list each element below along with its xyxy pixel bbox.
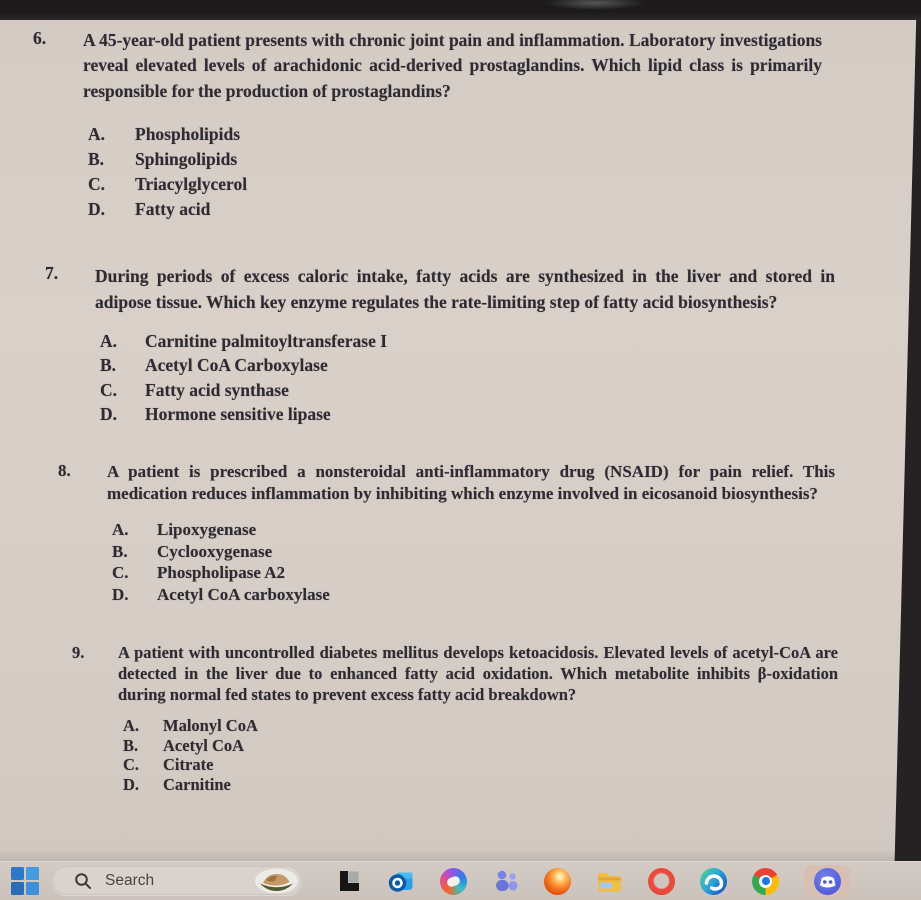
options-list <box>83 122 822 222</box>
taskbar-pinned-apps <box>336 862 850 900</box>
option-letter: A. <box>88 123 106 144</box>
option-row <box>88 197 822 222</box>
screen-glare <box>545 0 645 10</box>
question-number: 8. <box>58 460 71 480</box>
taskbar-search-box[interactable] <box>52 866 302 895</box>
option-text: Fatty acid <box>135 198 211 219</box>
option-row <box>100 378 835 403</box>
option-letter: B. <box>100 355 117 376</box>
option-text: Acetyl CoA Carboxylase <box>145 355 328 376</box>
option-row <box>112 584 835 606</box>
option-letter: A. <box>112 519 129 539</box>
option-row <box>123 755 838 775</box>
option-text: Phospholipase A2 <box>157 563 286 583</box>
option-text: Carnitine palmitoyltransferase I <box>145 330 388 351</box>
question-text: A patient with uncontrolled diabetes mellitus develops ketoacidosis. Elevated levels of acetyl-CoA are detected in the liver due to enhanced fatty acid oxidation. Which metabolite inhibits β-oxidation during normal fed states to prevent excess fatty acid breakdown? <box>118 643 838 704</box>
options-list <box>107 519 835 606</box>
option-letter: C. <box>123 755 140 775</box>
outlook-icon[interactable] <box>388 868 415 895</box>
option-text: Phospholipids <box>135 123 241 144</box>
option-text: Hormone sensitive lipase <box>145 404 331 425</box>
option-text: Citrate <box>163 755 214 775</box>
option-row <box>100 402 835 427</box>
active-app-highlight <box>804 865 850 898</box>
document-page <box>0 20 921 862</box>
option-row <box>123 716 838 736</box>
search-icon <box>74 872 92 890</box>
option-text: Lipoxygenase <box>157 519 257 539</box>
question-block-6 <box>33 20 921 222</box>
screen-top-bezel <box>0 0 921 20</box>
firefox-icon[interactable] <box>544 868 571 895</box>
question-number: 9. <box>72 643 85 663</box>
option-letter: D. <box>112 585 129 605</box>
option-text: Triacylglycerol <box>135 173 248 194</box>
option-text: Fatty acid synthase <box>145 379 289 400</box>
option-letter: A. <box>100 330 118 351</box>
question-text: During periods of excess caloric intake, fatty acids are synthesized in the liver and stored in adipose tissue. Which key enzyme regulates the rate-limiting step of fatty acid biosynthesis? <box>95 265 835 312</box>
option-letter: B. <box>112 541 128 561</box>
search-placeholder: Search <box>105 871 155 889</box>
option-letter: C. <box>112 563 129 583</box>
question-block-7 <box>45 263 921 427</box>
option-text: Cyclooxygenase <box>157 541 273 561</box>
option-row <box>88 122 822 147</box>
option-letter: D. <box>123 774 140 794</box>
windows-start-button[interactable] <box>11 867 40 896</box>
option-row <box>100 353 835 378</box>
option-text: Malonyl CoA <box>163 716 258 736</box>
option-row <box>100 329 835 354</box>
option-letter: B. <box>123 735 139 755</box>
option-row <box>112 541 835 563</box>
windows-logo-icon <box>11 867 24 880</box>
option-letter: C. <box>100 379 118 400</box>
option-letter: B. <box>88 148 105 169</box>
edge-icon[interactable] <box>700 868 727 895</box>
question-block-9 <box>72 643 921 794</box>
microsoft-365-copilot-icon[interactable] <box>440 868 467 895</box>
option-letter: D. <box>88 198 106 219</box>
question-text: A 45-year-old patient presents with chronic joint pain and inflammation. Laboratory investigations reveal elevated levels of arachidonic acid-derived prostaglandins. Which lipid class is primarily responsible for the production of prostaglandins? <box>83 30 822 101</box>
option-row <box>88 147 822 172</box>
search-highlight-image[interactable] <box>254 868 299 894</box>
option-row <box>123 775 838 795</box>
options-list <box>95 329 835 427</box>
option-row <box>112 562 835 584</box>
option-letter: A. <box>123 716 140 736</box>
option-text: Acetyl CoA <box>163 735 245 755</box>
options-list <box>118 716 838 794</box>
chrome-icon[interactable] <box>752 868 779 895</box>
option-row <box>88 172 822 197</box>
option-row <box>123 736 838 756</box>
option-letter: C. <box>88 173 106 194</box>
file-explorer-icon[interactable] <box>596 868 623 895</box>
l-shaped-app-icon[interactable] <box>336 868 363 895</box>
discord-icon[interactable] <box>814 868 841 895</box>
option-text: Carnitine <box>163 774 231 794</box>
question-number: 7. <box>45 262 59 283</box>
question-block-8 <box>58 461 921 606</box>
question-text: A patient is prescribed a nonsteroidal anti-inflammatory drug (NSAID) for pain relief. This medication reduces inflammation by inhibiting which enzyme involved in eicosanoid biosynthesis? <box>107 461 835 504</box>
question-number: 6. <box>33 28 47 48</box>
taskbar <box>0 861 921 900</box>
option-letter: D. <box>100 404 118 425</box>
opera-icon[interactable] <box>648 868 675 895</box>
option-text: Sphingolipids <box>135 148 238 169</box>
option-text: Acetyl CoA carboxylase <box>157 585 330 605</box>
microsoft-teams-icon[interactable] <box>492 868 519 895</box>
option-row <box>112 519 835 541</box>
